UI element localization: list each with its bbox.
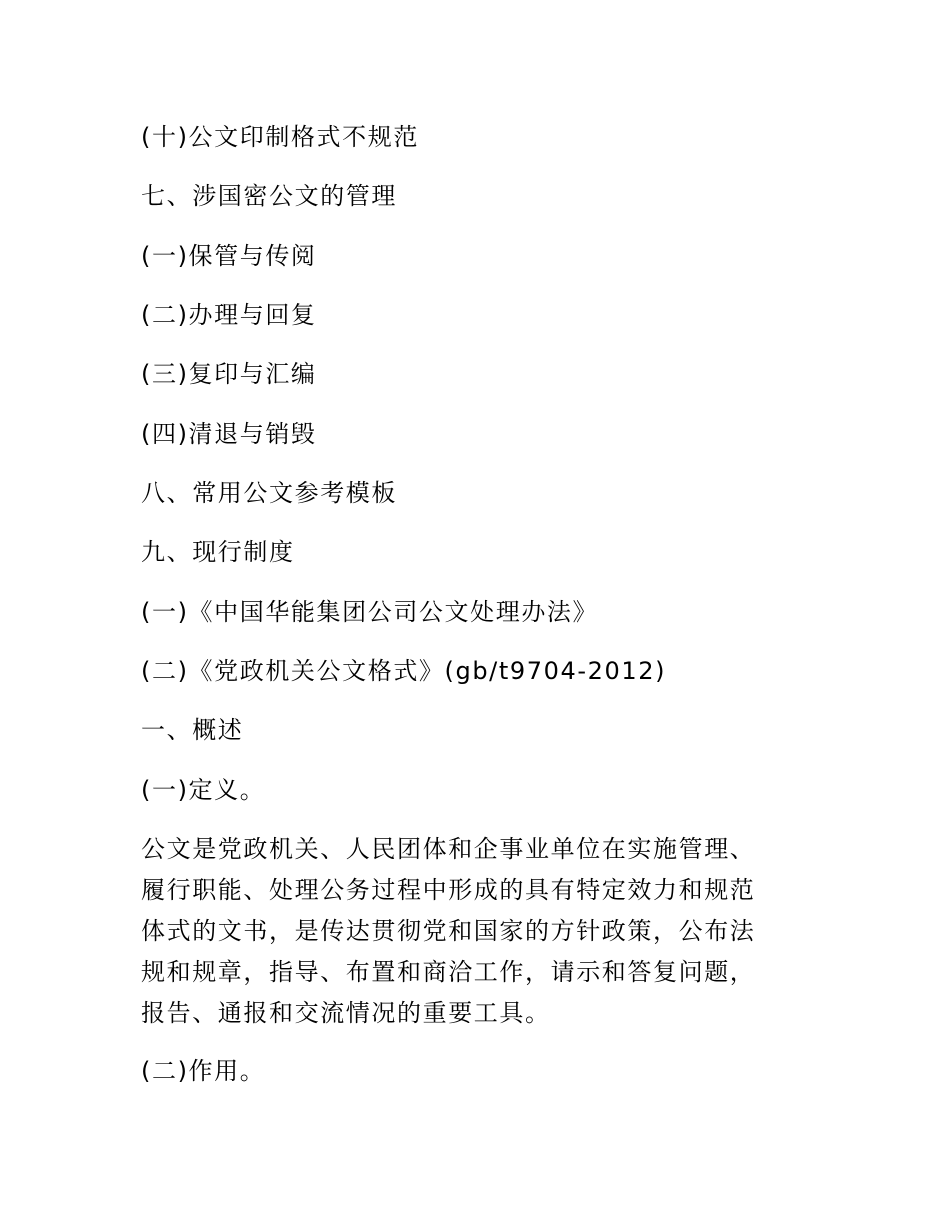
paragraph-line: 体式的文书，是传达贯彻党和国家的方针政策，公布法 [141, 917, 756, 945]
definition-paragraph [141, 829, 801, 1034]
subheading-function: (二)作用。 [141, 1057, 266, 1085]
section-heading-overview: 一、概述 [141, 716, 244, 744]
rule-item-huaneng-measures: (一)《中国华能集团公司公文处理办法》 [141, 598, 599, 626]
rule-item-format-standard: (二)《党政机关公文格式》(gb/t9704-2012) [141, 657, 667, 685]
paragraph-line: 报告、通报和交流情况的重要工具。 [141, 999, 551, 1027]
paragraph-line: 规和规章，指导、布置和商洽工作，请示和答复问题， [141, 958, 756, 986]
heading-improper-print-format: (十)公文印制格式不规范 [141, 123, 419, 151]
subheading-copy-compile: (三)复印与汇编 [141, 360, 317, 388]
subheading-return-destroy: (四)清退与销毁 [141, 420, 317, 448]
section-heading-current-rules: 九、现行制度 [141, 538, 295, 566]
section-heading-templates: 八、常用公文参考模板 [141, 479, 397, 507]
section-heading-classified-docs: 七、涉国密公文的管理 [141, 182, 397, 210]
subheading-handling-reply: (二)办理与回复 [141, 301, 317, 329]
subheading-custody-circulation: (一)保管与传阅 [141, 242, 317, 270]
paragraph-line: 公文是党政机关、人民团体和企事业单位在实施管理、 [141, 835, 756, 863]
subheading-definition: (一)定义。 [141, 776, 266, 804]
paragraph-line: 履行职能、处理公务过程中形成的具有特定效力和规范 [141, 876, 756, 904]
